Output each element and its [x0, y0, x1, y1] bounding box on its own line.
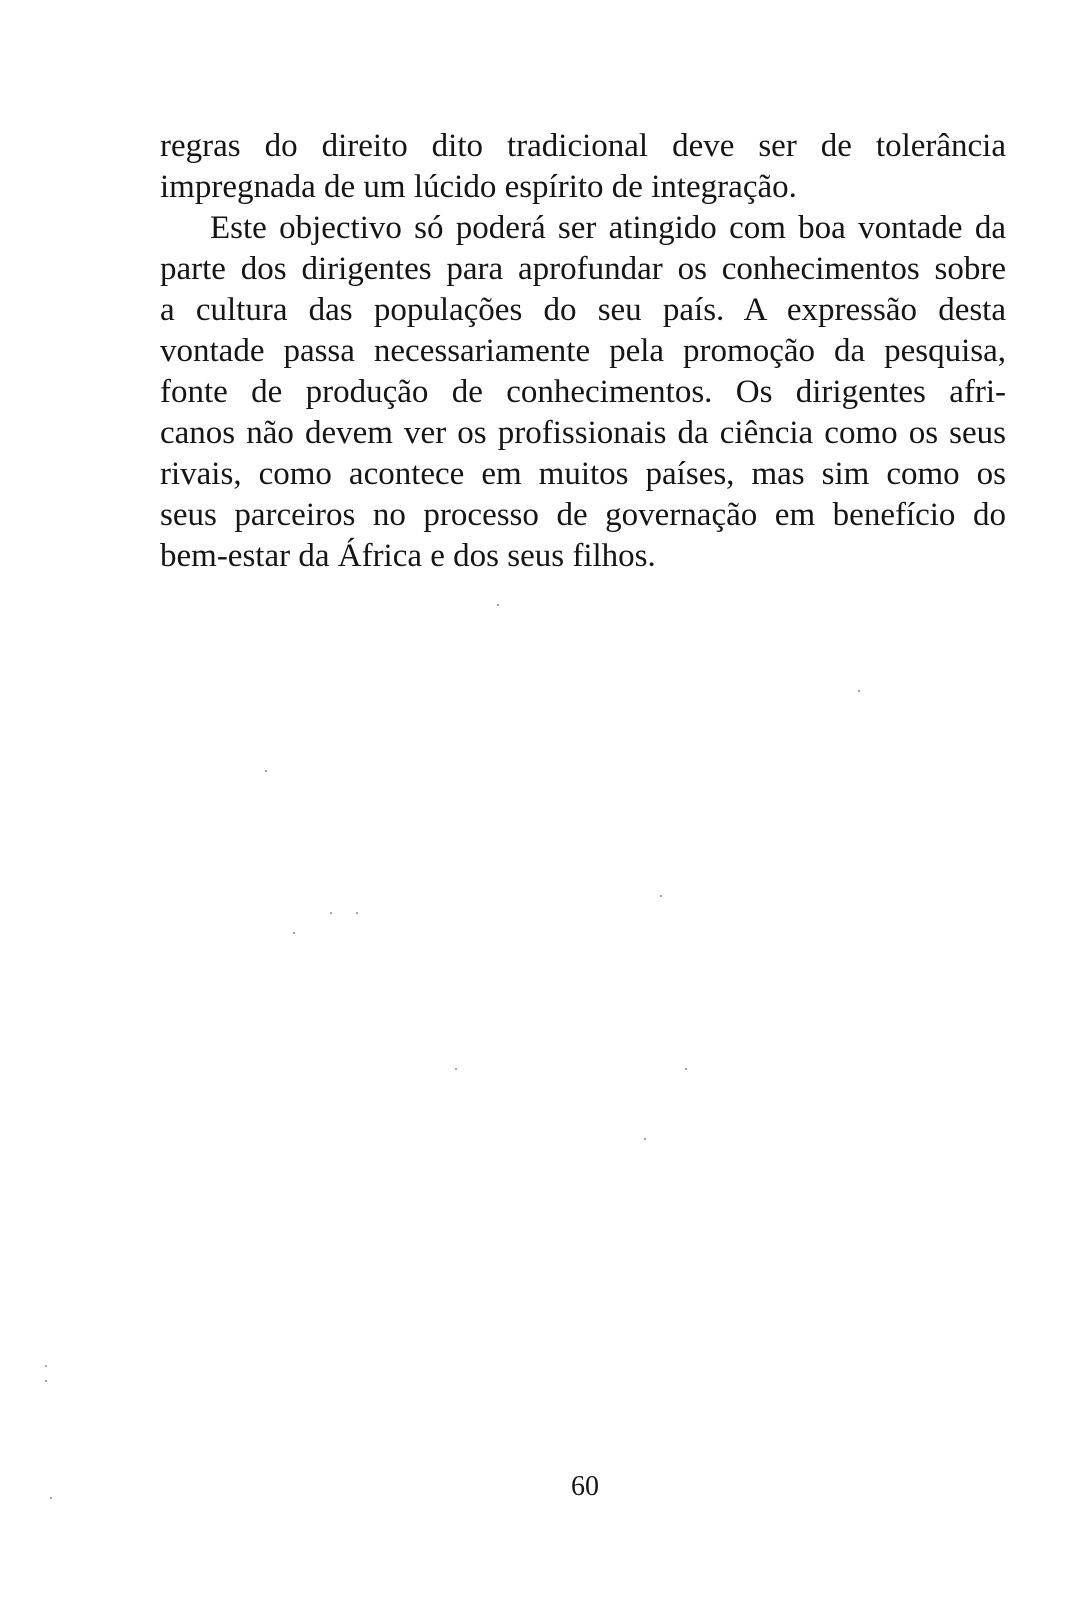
text-line: regras do direito dito tradicional deve ser de tolerância [160, 128, 1006, 164]
text-line: a cultura das populações do seu país. A expressão desta [160, 292, 1006, 328]
scan-speck [644, 1138, 646, 1140]
page-number: 60 [571, 1471, 599, 1502]
scan-speck [265, 770, 267, 772]
scan-speck [330, 912, 332, 914]
scan-speck [293, 932, 295, 934]
text-line: fonte de produção de conhecimentos. Os dirigentes afri- [160, 374, 1006, 410]
scan-speck [455, 1068, 457, 1070]
text-line: parte dos dirigentes para aprofundar os conhecimentos sobre [160, 251, 1006, 287]
scan-speck [858, 690, 860, 692]
paragraph-end-line: impregnada de um lúcido espírito de integração. [160, 169, 797, 205]
scan-speck [685, 1068, 687, 1070]
paragraph-end-line: bem-estar da África e dos seus filhos. [160, 538, 656, 574]
text-line: vontade passa necessariamente pela promoção da pesquisa, [160, 333, 1006, 369]
scan-speck [50, 1497, 52, 1499]
scan-speck [45, 1365, 47, 1367]
paragraph-start-line: Este objectivo só poderá ser atingido com boa vontade da [210, 210, 1006, 246]
scan-speck [45, 1380, 47, 1382]
body-text [160, 126, 1006, 577]
scan-speck [497, 604, 499, 606]
text-line: seus parceiros no processo de governação em benefício do [160, 497, 1006, 533]
scan-speck [356, 912, 358, 914]
scan-speck [660, 895, 662, 897]
text-line: canos não devem ver os profissionais da ciência como os seus [160, 415, 1006, 451]
text-line: rivais, como acontece em muitos países, mas sim como os [160, 456, 1006, 492]
